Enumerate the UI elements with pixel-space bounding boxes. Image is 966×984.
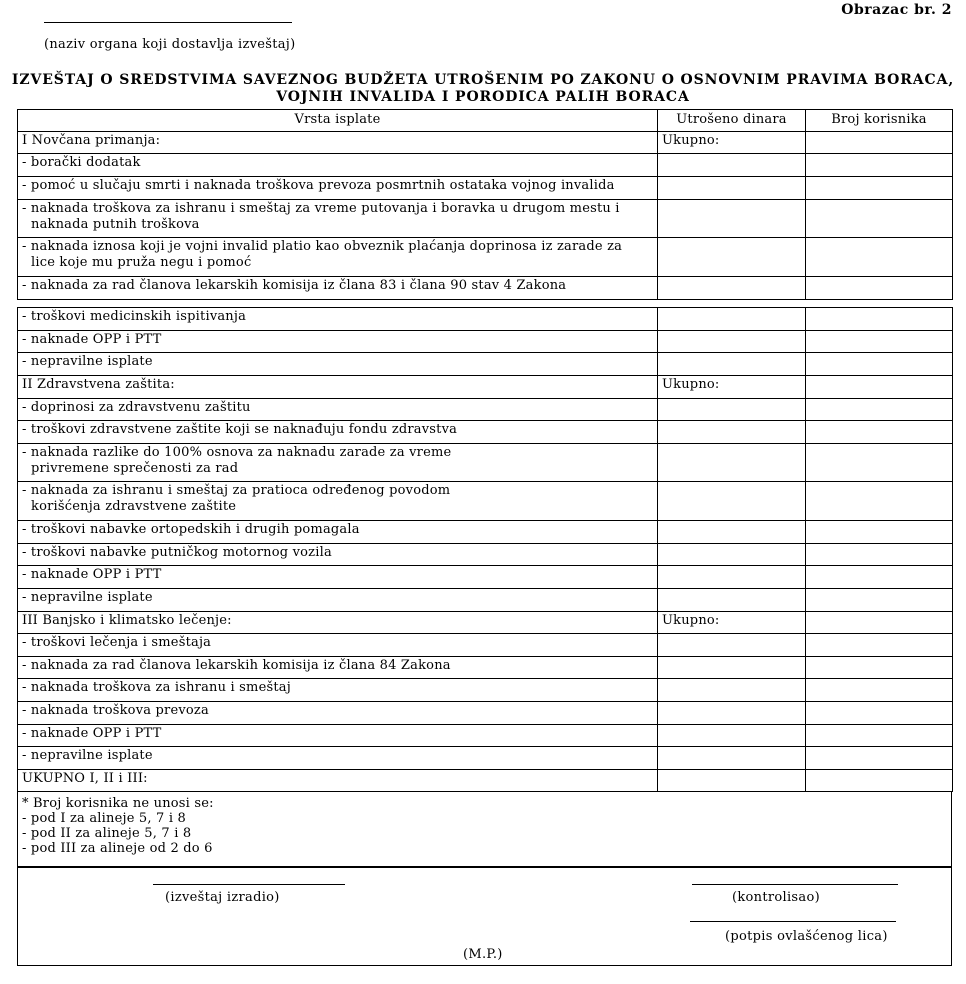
table-row <box>18 238 953 277</box>
row-description-line: - troškovi nabavke ortopedskih i drugih pomagala <box>22 522 360 537</box>
broj-korisnika-cell[interactable] <box>806 308 953 331</box>
utroseno-cell[interactable]: Ukupno: <box>658 376 806 399</box>
utroseno-cell[interactable] <box>658 566 806 589</box>
row-description-line: - doprinosi za zdravstvenu zaštitu <box>22 400 251 415</box>
broj-korisnika-cell[interactable] <box>806 589 953 612</box>
row-description-line: - naknada troškova za ishranu i smeštaj <box>22 680 291 695</box>
header-vrsta-isplate: Vrsta isplate <box>18 110 658 132</box>
row-description <box>18 770 658 792</box>
report-title <box>0 72 966 106</box>
broj-korisnika-cell[interactable] <box>806 376 953 399</box>
row-description <box>18 702 658 725</box>
row-description <box>18 177 658 200</box>
row-description-line: - troškovi medicinskih ispitivanja <box>22 309 247 324</box>
row-description-line: - naknada iznosa koji je vojni invalid platio kao obveznik plaćanja doprinosa iz zarade za <box>22 239 623 254</box>
utroseno-cell[interactable] <box>658 725 806 747</box>
row-description <box>18 589 658 612</box>
broj-korisnika-cell[interactable] <box>806 238 953 277</box>
row-description-line: - nepravilne isplate <box>22 590 153 605</box>
row-description <box>18 679 658 702</box>
signature-label-ovlasceno: (potpis ovlašćenog lica) <box>725 929 888 944</box>
row-description <box>18 353 658 376</box>
table-row <box>18 544 953 566</box>
broj-korisnika-cell[interactable] <box>806 702 953 725</box>
utroseno-cell[interactable] <box>658 657 806 679</box>
row-description-line: - troškovi zdravstvene zaštite koji se naknađuju fondu zdravstva <box>22 422 458 437</box>
utroseno-cell[interactable] <box>658 544 806 566</box>
broj-korisnika-cell[interactable] <box>806 770 953 792</box>
utroseno-cell[interactable] <box>658 444 806 482</box>
row-description-line: II Zdravstvena zaštita: <box>22 377 175 392</box>
signature-line-ovlasceno[interactable] <box>690 921 896 922</box>
broj-korisnika-cell[interactable] <box>806 177 953 200</box>
table-row <box>18 444 953 482</box>
table-row <box>18 277 953 300</box>
table-row <box>18 634 953 657</box>
table-row <box>18 725 953 747</box>
row-description-line: - troškovi lečenja i smeštaja <box>22 635 212 650</box>
utroseno-cell[interactable] <box>658 482 806 521</box>
broj-korisnika-cell[interactable] <box>806 331 953 353</box>
utroseno-cell[interactable] <box>658 277 806 300</box>
section-heading-cell <box>18 132 658 154</box>
row-description-line: - naknade OPP i PTT <box>22 567 162 582</box>
broj-korisnika-cell[interactable] <box>806 132 953 154</box>
title-line-1: IZVEŠTAJ O SREDSTVIMA SAVEZNOG BUDŽETA UTROŠENIM PO ZAKONU O OSNOVNIM PRAVIMA BORACA, <box>11 72 955 88</box>
table-row <box>18 521 953 544</box>
row-description <box>18 566 658 589</box>
table-row <box>18 200 953 238</box>
utroseno-cell[interactable] <box>658 770 806 792</box>
row-description-line: korišćenja zdravstvene zaštite <box>31 499 237 514</box>
signature-line-izradio[interactable] <box>153 884 345 885</box>
header-broj-korisnika: Broj korisnika <box>806 110 953 132</box>
row-description-line: I Novčana primanja: <box>22 133 161 148</box>
row-description-line: naknada putnih troškova <box>31 217 200 232</box>
organ-label: (naziv organa koji dostavlja izveštaj) <box>44 37 296 52</box>
note-line: - pod I za alineje 5, 7 i 8 <box>22 811 187 826</box>
table-row <box>18 770 953 792</box>
table-row <box>18 566 953 589</box>
form-number: Obrazac br. 2 <box>841 2 952 18</box>
broj-korisnika-cell[interactable] <box>806 399 953 421</box>
broj-korisnika-cell[interactable] <box>806 353 953 376</box>
table-row <box>18 482 953 521</box>
row-description-line: - naknada za rad članova lekarskih komisija iz člana 83 i člana 90 stav 4 Zakona <box>22 278 567 293</box>
utroseno-cell[interactable] <box>658 353 806 376</box>
row-description-line: - troškovi nabavke putničkog motornog vozila <box>22 545 332 560</box>
table-row <box>18 331 953 353</box>
row-description <box>18 308 658 331</box>
row-description-line: lice koje mu pruža negu i pomoć <box>31 255 252 270</box>
table-row <box>18 747 953 770</box>
utroseno-cell[interactable] <box>658 238 806 277</box>
row-description-line: - naknada za rad članova lekarskih komisija iz člana 84 Zakona <box>22 658 451 673</box>
row-description <box>18 482 658 521</box>
utroseno-cell[interactable] <box>658 200 806 238</box>
row-description-line: UKUPNO I, II i III: <box>22 771 148 786</box>
table-header-row <box>18 110 953 132</box>
broj-korisnika-cell[interactable] <box>806 657 953 679</box>
broj-korisnika-cell[interactable] <box>806 747 953 770</box>
row-description-line: - naknade OPP i PTT <box>22 332 162 347</box>
broj-korisnika-cell[interactable] <box>806 634 953 657</box>
row-description <box>18 421 658 444</box>
utroseno-cell[interactable] <box>658 634 806 657</box>
utroseno-cell[interactable] <box>658 399 806 421</box>
utroseno-cell[interactable] <box>658 589 806 612</box>
table-row <box>18 657 953 679</box>
row-description-line: - naknada troškova prevoza <box>22 703 209 718</box>
row-description <box>18 544 658 566</box>
signature-section <box>17 867 952 966</box>
title-line-2: VOJNIH INVALIDA I PORODICA PALIH BORACA <box>276 89 690 105</box>
table-row <box>18 399 953 421</box>
row-description <box>18 238 658 277</box>
row-description-line: privremene sprečenosti za rad <box>31 461 239 476</box>
broj-korisnika-cell[interactable] <box>806 725 953 747</box>
report-table-part-2 <box>17 307 953 792</box>
broj-korisnika-cell[interactable] <box>806 444 953 482</box>
table-row <box>18 589 953 612</box>
table-row <box>18 612 953 634</box>
row-description <box>18 154 658 177</box>
row-description <box>18 747 658 770</box>
broj-korisnika-cell[interactable] <box>806 421 953 444</box>
section-heading-cell <box>18 376 658 399</box>
signature-label-kontrolisao: (kontrolisao) <box>732 890 820 905</box>
stamp-label: (M.P.) <box>463 947 503 962</box>
utroseno-cell[interactable] <box>658 421 806 444</box>
utroseno-cell[interactable] <box>658 747 806 770</box>
row-description-line: - naknada troškova za ishranu i smeštaj za vreme putovanja i boravka u drugom mestu i <box>22 201 620 216</box>
row-description <box>18 331 658 353</box>
row-description <box>18 277 658 300</box>
utroseno-cell[interactable] <box>658 308 806 331</box>
broj-korisnika-cell[interactable] <box>806 482 953 521</box>
row-description-line: - nepravilne isplate <box>22 748 153 763</box>
utroseno-cell[interactable]: Ukupno: <box>658 132 806 154</box>
note-line: * Broj korisnika ne unosi se: <box>22 796 214 811</box>
broj-korisnika-cell[interactable] <box>806 679 953 702</box>
row-description <box>18 634 658 657</box>
row-description <box>18 725 658 747</box>
row-description-line: - naknada za ishranu i smeštaj za pratioca određenog povodom <box>22 483 451 498</box>
table-row <box>18 353 953 376</box>
organ-name-line <box>44 22 292 23</box>
notes-section <box>17 792 952 867</box>
table-row <box>18 421 953 444</box>
row-description <box>18 657 658 679</box>
utroseno-cell[interactable] <box>658 702 806 725</box>
broj-korisnika-cell[interactable] <box>806 154 953 177</box>
row-description-line: - naknade OPP i PTT <box>22 726 162 741</box>
header-utroseno-dinara: Utrošeno dinara <box>658 110 806 132</box>
report-table-part-1 <box>17 109 953 300</box>
broj-korisnika-cell[interactable] <box>806 566 953 589</box>
section-heading-cell <box>18 612 658 634</box>
row-description-line: - naknada razlike do 100% osnova za naknadu zarade za vreme <box>22 445 452 460</box>
table-row <box>18 177 953 200</box>
table-row <box>18 308 953 331</box>
utroseno-cell[interactable]: Ukupno: <box>658 612 806 634</box>
utroseno-cell[interactable] <box>658 679 806 702</box>
row-description <box>18 200 658 238</box>
table-row <box>18 376 953 399</box>
row-description-line: - nepravilne isplate <box>22 354 153 369</box>
row-description <box>18 399 658 421</box>
note-line: - pod II za alineje 5, 7 i 8 <box>22 826 192 841</box>
utroseno-cell[interactable] <box>658 154 806 177</box>
table-row <box>18 132 953 154</box>
broj-korisnika-cell[interactable] <box>806 277 953 300</box>
broj-korisnika-cell[interactable] <box>806 521 953 544</box>
row-description-line: - borački dodatak <box>22 155 141 170</box>
row-description <box>18 521 658 544</box>
signature-label-izradio: (izveštaj izradio) <box>165 890 280 905</box>
note-line: - pod III za alineje od 2 do 6 <box>22 841 213 856</box>
broj-korisnika-cell[interactable] <box>806 200 953 238</box>
utroseno-cell[interactable] <box>658 521 806 544</box>
table-row <box>18 154 953 177</box>
broj-korisnika-cell[interactable] <box>806 544 953 566</box>
table-row <box>18 679 953 702</box>
row-description-line: - pomoć u slučaju smrti i naknada troškova prevoza posmrtnih ostataka vojnog invalida <box>22 178 615 193</box>
utroseno-cell[interactable] <box>658 177 806 200</box>
table-row <box>18 702 953 725</box>
signature-line-kontrolisao[interactable] <box>692 884 898 885</box>
utroseno-cell[interactable] <box>658 331 806 353</box>
broj-korisnika-cell[interactable] <box>806 612 953 634</box>
row-description <box>18 444 658 482</box>
row-description-line: III Banjsko i klimatsko lečenje: <box>22 613 232 628</box>
